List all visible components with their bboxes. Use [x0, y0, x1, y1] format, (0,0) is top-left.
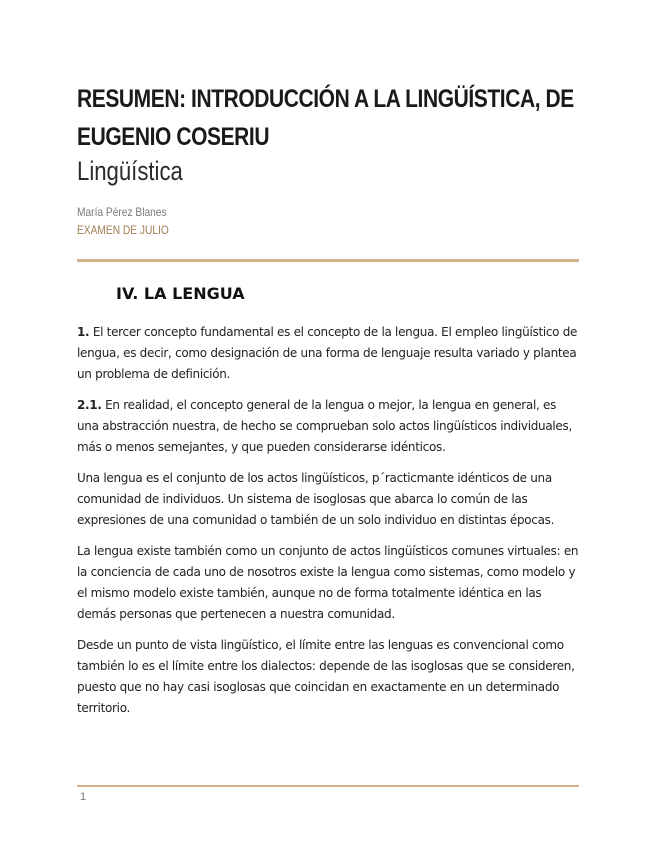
paragraph-number: 2.1.	[77, 398, 102, 412]
exam-label: EXAMEN DE JULIO	[77, 223, 169, 237]
paragraph-number: 1.	[77, 325, 90, 339]
author-name: María Pérez Blanes	[77, 205, 167, 219]
document-subtitle: Lingüística	[77, 156, 183, 186]
paragraph	[77, 395, 579, 458]
paragraph-text: Desde un punto de vista lingüístico, el límite entre las lenguas es convencional como también lo es el límite entre los dialectos: depende de las isoglosas que se consideren, puesto que no hay casi isoglosas que coincidan en exactamente en un determinado territorio.	[77, 638, 575, 715]
page-number: 1	[80, 791, 87, 803]
paragraph-text: En realidad, el concepto general de la lengua o mejor, la lengua en general, es una abstracción nuestra, de hecho se comprueban solo actos lingüísticos individuales, más o menos semejantes, y que pueden considerarse idénticos.	[77, 398, 572, 454]
body-text	[77, 322, 579, 729]
paragraph-text: La lengua existe también como un conjunto de actos lingüísticos comunes virtuales: en la conciencia de cada uno de nosotros existe la lengua como sistemas, como modelo y el mismo modelo existe también, aunque no de forma totalmente idéntica en las demás personas que pertenecen a nuestra comunidad.	[77, 544, 579, 621]
paragraph-text: El tercer concepto fundamental es el concepto de la lengua. El empleo lingüístico de lengua, es decir, como designación de una forma de lenguaje resulta variado y plantea un problema de definición.	[77, 325, 578, 381]
paragraph	[77, 541, 579, 625]
paragraph-text: Una lengua es el conjunto de los actos lingüísticos, p´racticmante idénticos de una comunidad de individuos. Un sistema de isoglosas que abarca lo común de las expresiones de una comunidad o también de un solo individuo en distintas épocas.	[77, 471, 555, 527]
footer-divider	[77, 785, 579, 787]
document-title: RESUMEN: INTRODUCCIÓN A LA LINGÜÍSTICA, DE EUGENIO COSERIU	[77, 85, 574, 151]
paragraph	[77, 322, 579, 385]
header-divider	[77, 259, 579, 262]
paragraph	[77, 468, 579, 531]
paragraph	[77, 635, 579, 719]
section-heading: IV. LA LENGUA	[116, 284, 245, 303]
